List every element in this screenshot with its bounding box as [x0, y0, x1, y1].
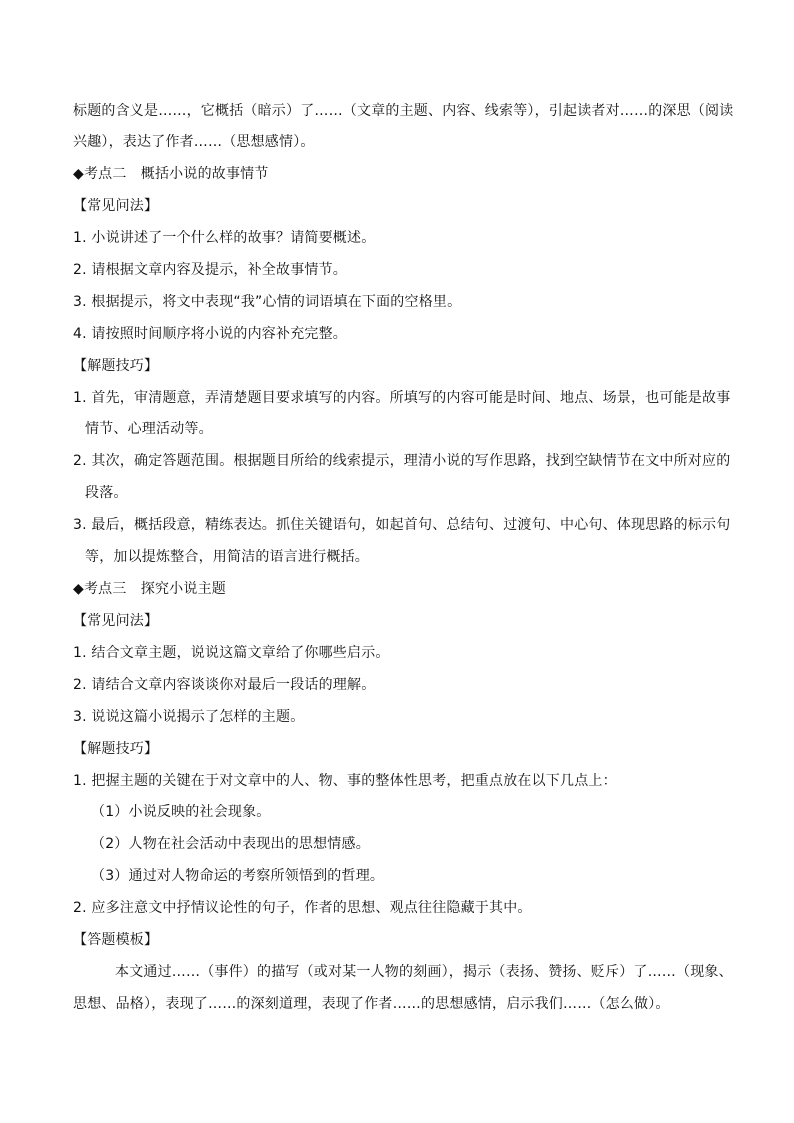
point3-template-label: 【答题模板】 [73, 932, 159, 948]
intro-line-1: 标题的含义是……，它概括（暗示）了……（文章的主题、内容、线索等），引起读者对……的深思（阅读 [73, 103, 734, 119]
point2-questions-label: 【常见问法】 [73, 198, 159, 214]
point3-title: ◆考点三 探究小说主题 [73, 581, 226, 597]
point2-tips-label: 【解题技巧】 [73, 358, 159, 374]
point3-subpoint-1: （1）小说反映的社会现象。 [91, 804, 271, 820]
point3-template-line-1: 本文通过……（事件）的描写（或对某一人物的刻画），揭示（表扬、赞扬、贬斥）了……（现象、 [115, 964, 733, 980]
point3-subpoint-3: （3）通过对人物命运的考察所领悟到的哲理。 [91, 868, 385, 884]
point2-tip-3-line-1: 3. 最后，概括段意，精练表达。抓住关键语句，如起首句、总结句、过渡句、中心句、体现思路的标示句 [73, 517, 731, 533]
point3-tip-1: 1. 把握主题的关键在于对文章中的人、物、事的整体性思考，把重点放在以下几点上： [73, 773, 617, 789]
point3-question-3: 3. 说说这篇小说揭示了怎样的主题。 [73, 709, 305, 725]
point2-tip-2-line-1: 2. 其次，确定答题范围。根据题目所给的线索提示，理清小说的写作思路，找到空缺情节在文中所对应的 [73, 453, 731, 469]
point3-tips-label: 【解题技巧】 [73, 741, 159, 757]
point2-question-3: 3. 根据提示，将文中表现“我”心情的词语填在下面的空格里。 [73, 294, 462, 310]
point3-questions-label: 【常见问法】 [73, 613, 159, 629]
point3-subpoint-2: （2）人物在社会活动中表现出的思想情感。 [91, 836, 370, 852]
point2-tip-3-line-2: 等，加以提炼整合，用简洁的语言进行概括。 [85, 549, 369, 565]
intro-line-2: 兴趣），表达了作者……（思想感情）。 [73, 134, 315, 150]
point2-tip-1-line-1: 1. 首先，审清题意，弄清楚题目要求填写的内容。所填写的内容可能是时间、地点、场景，也可能是故事 [73, 390, 731, 406]
point2-tip-1-line-2: 情节、心理活动等。 [85, 421, 213, 437]
point3-tip-2: 2. 应多注意文中抒情议论性的句子，作者的思想、观点往往隐藏于其中。 [73, 900, 532, 916]
point2-tip-2-line-2: 段落。 [85, 485, 128, 501]
point3-question-1: 1. 结合文章主题，说说这篇文章给了你哪些启示。 [73, 645, 390, 661]
point3-template-line-2: 思想、品格），表现了……的深刻道理，表现了作者……的思想感情，启示我们……（怎么做）。 [73, 996, 670, 1012]
point2-question-2: 2. 请根据文章内容及提示，补全故事情节。 [73, 262, 348, 278]
point2-question-4: 4. 请按照时间顺序将小说的内容补充完整。 [73, 326, 348, 342]
point3-question-2: 2. 请结合文章内容谈谈你对最后一段话的理解。 [73, 677, 376, 693]
point2-title: ◆考点二 概括小说的故事情节 [73, 166, 269, 182]
point2-question-1: 1. 小说讲述了一个什么样的故事？请简要概述。 [73, 230, 376, 246]
